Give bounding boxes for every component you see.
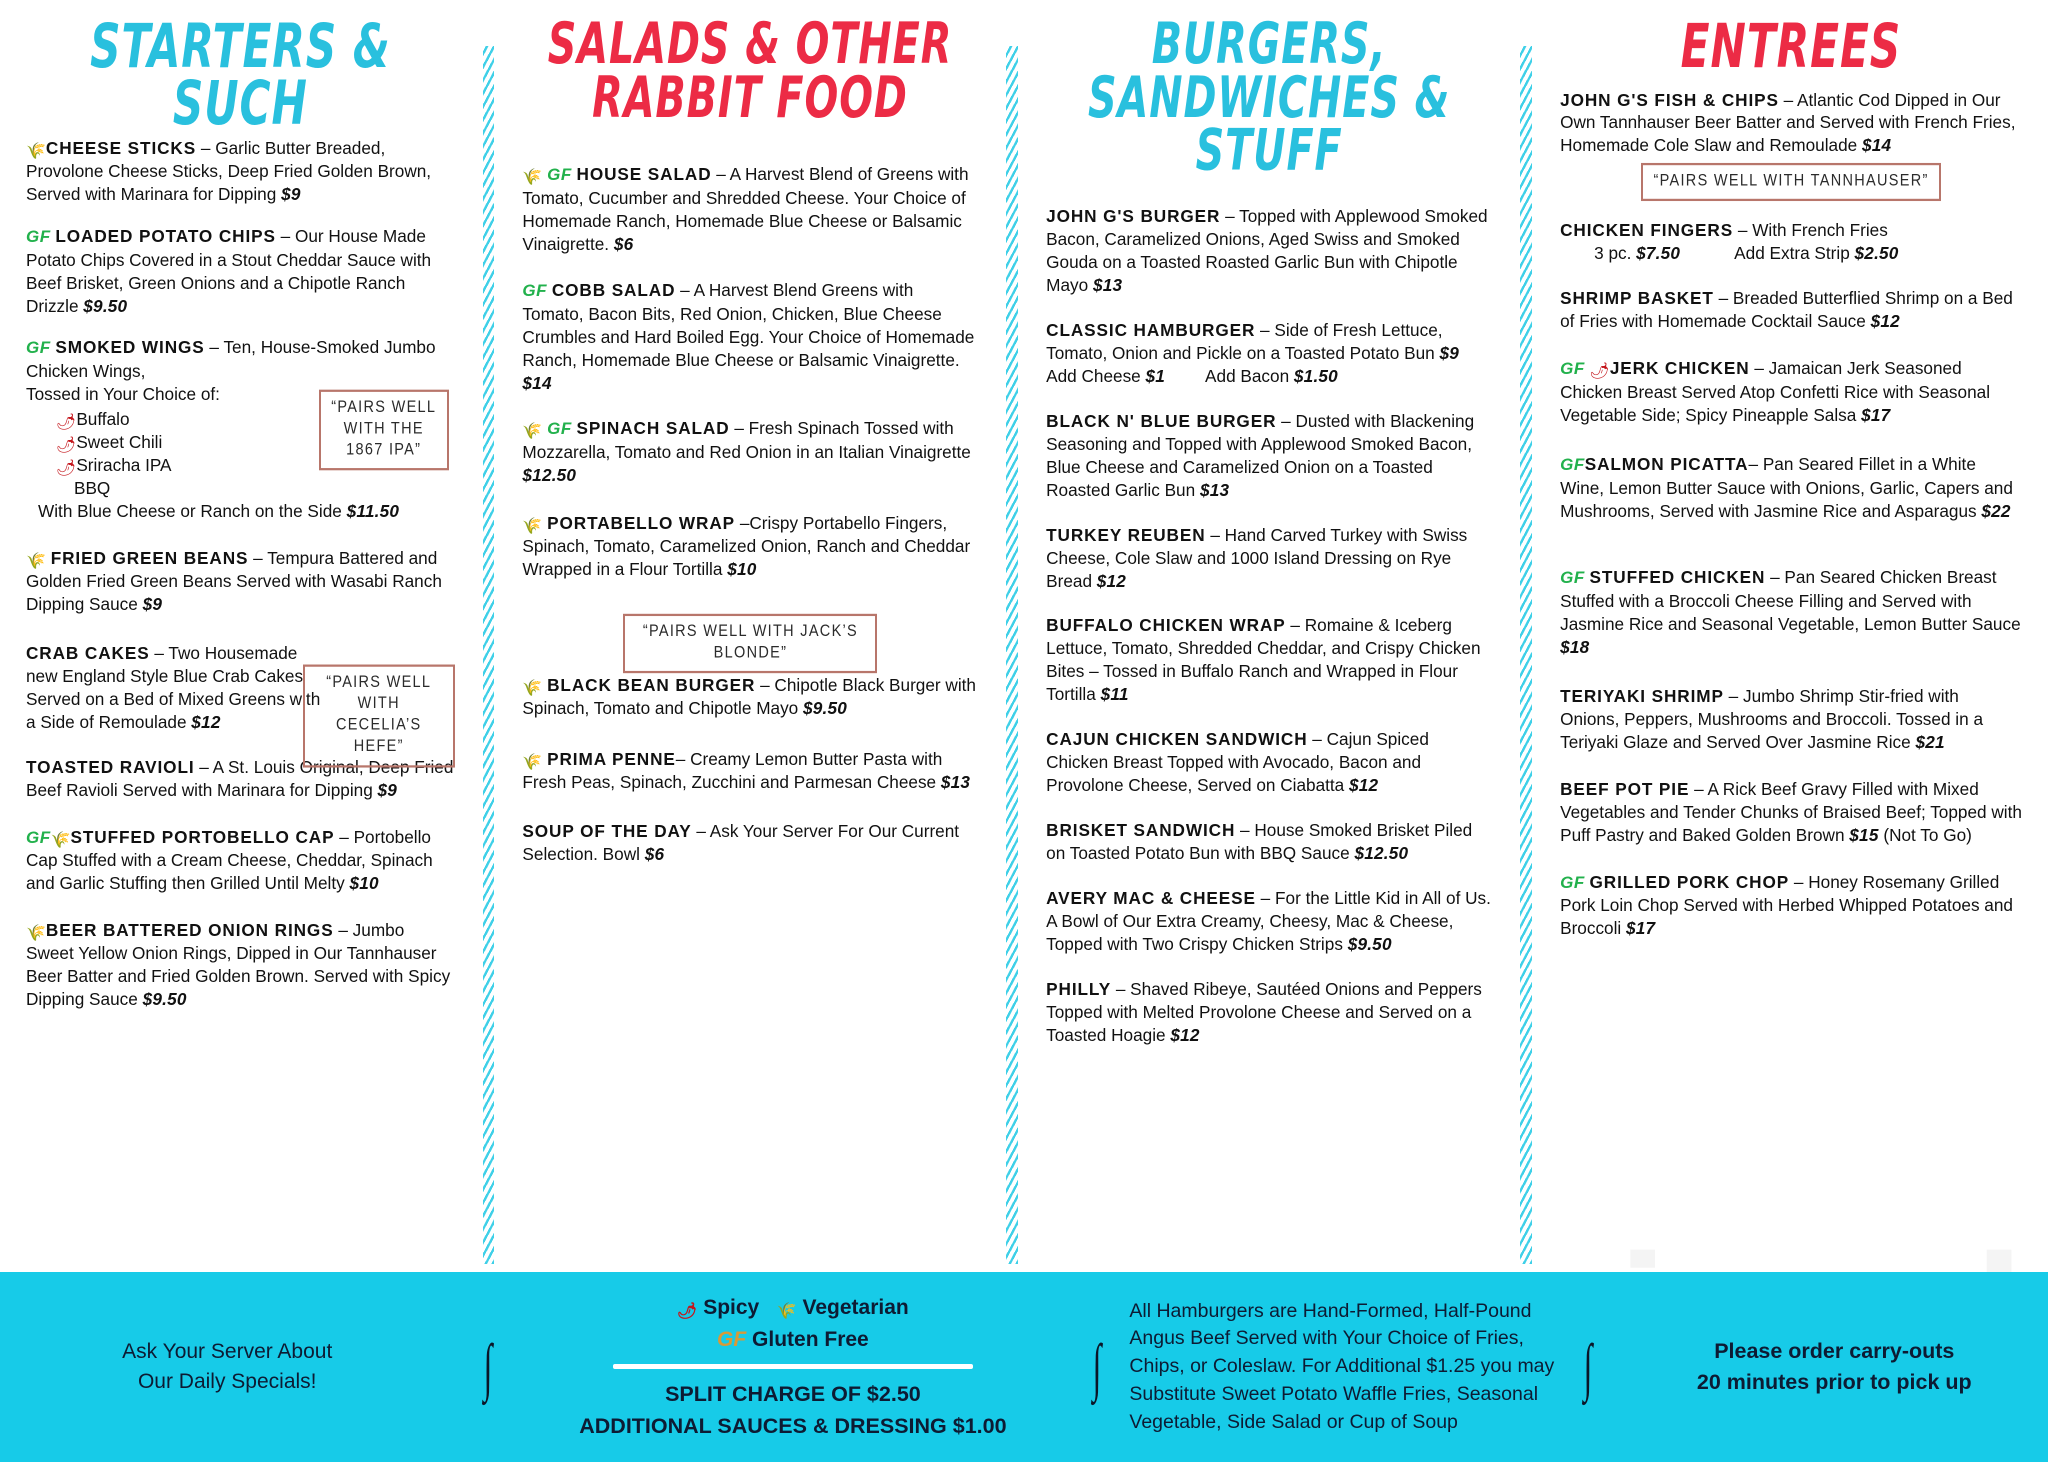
item-desc: – For the Little Kid in All of Us. A Bowl of Our Extra Creamy, Cheesy, Mac & Cheese, Topped with Two Crispy Chicken Strips — [1046, 888, 1491, 954]
column-salads — [496, 0, 1004, 1272]
item-price: $9 — [1439, 342, 1460, 363]
item-desc: – Our House Made Potato Chips Covered in a Stout Cheddar Sauce with Beef Brisket, Green Onions and a Chipotle Ranch Drizzle — [26, 225, 432, 316]
section-title-salads: SALADS & OTHER RABBIT FOOD — [548, 10, 953, 132]
item-price: $21 — [1915, 731, 1945, 752]
menu-item — [522, 674, 978, 720]
item-desc: – Atlantic Cod Dipped in Our Own Tannhauser Beer Batter and Served with French Fries, Homemade Cole Slaw and Remoulade — [1560, 89, 2016, 156]
legend-vegetarian-label: Vegetarian — [802, 1296, 909, 1320]
addon-price-cheese: $1 — [1145, 365, 1166, 386]
menu-item — [1046, 410, 1492, 502]
vegetarian-icon: 🌾 — [26, 552, 46, 570]
column-burgers — [1020, 0, 1518, 1272]
item-name: JOHN G'S BURGER — [1046, 206, 1221, 227]
menu-item — [1046, 887, 1492, 956]
item-price: $13 — [1199, 479, 1230, 500]
menu-item — [1560, 453, 2022, 523]
burger-note-text: All Hamburgers are Hand-Formed, Half-Pound Angus Beef Served with Your Choice of Fries, Chips, or Coleslaw. For Additional $1.25 you may Substitute Sweet Potato Waffle Fries, Seasonal Vegetable, Side Salad or Cup of Soup — [1129, 1299, 1555, 1433]
item-price: $12 — [1870, 311, 1900, 332]
menu-item — [522, 748, 978, 794]
item-name: PHILLY — [1046, 978, 1112, 999]
item-price: $12 — [191, 711, 221, 732]
footer-divider-3 — [1555, 1272, 1621, 1462]
item-desc: – A Harvest Blend Greens with Tomato, Bacon Bits, Red Onion, Chicken, Blue Cheese Crumbles and Hard Boiled Egg. Your Choice of Homemade Ranch, Homemade Blue Cheese or Balsamic Vinaigrette. — [522, 279, 975, 370]
gluten-free-icon: GF — [26, 226, 51, 246]
item-price: $12.50 — [522, 465, 577, 486]
gluten-free-icon: GF — [522, 280, 548, 300]
legend-gf-label: Gluten Free — [752, 1327, 869, 1351]
item-desc: – House Smoked Brisket Piled on Toasted Potato Bun with BBQ Sauce — [1046, 820, 1473, 864]
menu-item — [1046, 205, 1492, 297]
vegetarian-icon: 🌾 — [522, 518, 543, 536]
item-desc: – A Harvest Blend of Greens with Tomato, Cucumber and Shredded Cheese. Your Choice of Homemade Ranch, Homemade Blue Cheese or Balsamic Vinaigrette. — [522, 164, 969, 254]
menu-item — [1560, 287, 2022, 333]
item-price: $9.50 — [83, 295, 128, 316]
item-price: $6 — [613, 234, 634, 254]
pairs-well-wrapper — [522, 617, 978, 670]
menu-item — [1560, 357, 2022, 427]
item-name: BLACK N' BLUE BURGER — [1046, 410, 1277, 431]
item-price: $12.50 — [1354, 843, 1409, 864]
vegetarian-icon: 🌾 — [776, 1303, 797, 1321]
item-name: PRIMA PENNE — [547, 749, 676, 770]
item-name: AVERY MAC & CHEESE — [1046, 888, 1256, 909]
item-name: FRIED GREEN BEANS — [50, 547, 249, 568]
item-name: STUFFED PORTOBELLO CAP — [70, 826, 335, 847]
section-title-entrees: ENTREES — [1680, 10, 1902, 82]
pairs-well-box: “PAIRS WELL WITH THE 1867 IPA” — [319, 390, 449, 471]
legend-icons-row — [677, 1292, 909, 1324]
menu-item — [1560, 219, 2022, 265]
wings-tail — [38, 500, 455, 523]
footer-burger-note — [1129, 1272, 1554, 1462]
item-desc: – Honey Rosemany Grilled Pork Loin Chop Served with Herbed Whipped Potatoes and Broccoli — [1560, 871, 2013, 939]
item-desc: –Crispy Portabello Fingers, Spinach, Tomato, Caramelized Onion, Ranch and Cheddar Wrapped in a Flour Tortilla — [522, 513, 971, 579]
chicken-finger-prices — [1594, 242, 2022, 265]
item-desc: – Dusted with Blackening Seasoning and Topped with Applewood Smoked Bacon, Blue Cheese and Caramelized Onion on a Toasted Roasted Garlic Bun — [1046, 410, 1475, 500]
item-desc: – Two Housemade new England Style Blue Crab Cakes Served on a Bed of Mixed Greens with a Side of Remoulade — [26, 642, 321, 732]
legend-gf-row — [717, 1324, 869, 1356]
item-desc: – Topped with Applewood Smoked Bacon, Caramelized Onions, Aged Swiss and Smoked Gouda on a Toasted Roasted Garlic Bun with Chipotle Mayo — [1046, 206, 1488, 295]
menu-item — [1560, 685, 2022, 754]
item-price: $6 — [644, 844, 665, 865]
spicy-icon: 🌶 — [56, 414, 77, 432]
item-name: SPINACH SALAD — [576, 418, 730, 439]
portion-price: $7.50 — [1636, 243, 1681, 264]
item-price: $11.50 — [346, 500, 400, 521]
item-desc: – Creamy Lemon Butter Pasta with Fresh Peas, Spinach, Zucchini and Parmesan Cheese — [522, 749, 943, 793]
item-price: $13 — [940, 772, 971, 793]
menu-item — [1046, 614, 1492, 706]
gluten-free-icon: GF — [547, 165, 572, 185]
split-charge-text: SPLIT CHARGE OF $2.50 — [665, 1382, 921, 1407]
item-desc: – Jamaican Jerk Seasoned Chicken Breast Served Atop Confetti Rice with Seasonal Vegetable Side; Spicy Pineapple Salsa — [1560, 358, 1991, 425]
menu-item — [1560, 566, 2022, 659]
item-price: $9 — [142, 593, 163, 614]
item-desc: – Chipotle Black Burger with Spinach, Tomato and Chipotle Mayo — [522, 675, 976, 719]
menu-item — [1560, 871, 2022, 941]
item-name: CLASSIC HAMBURGER — [1046, 319, 1256, 340]
menu-item — [26, 826, 455, 896]
gluten-free-icon: GF — [1560, 568, 1585, 588]
item-desc: – Cajun Spiced Chicken Breast Topped with Avocado, Bacon and Provolone Cheese, Served on Ciabatta — [1046, 729, 1429, 796]
item-name: TURKEY REUBEN — [1046, 524, 1206, 545]
addon-label: Add Extra Strip — [1734, 243, 1855, 264]
vegetarian-icon: 🌾 — [522, 169, 543, 187]
menu-item — [1046, 978, 1492, 1047]
item-addons: Add Cheese $1 Add Bacon $1.50 — [1046, 365, 1338, 386]
vegetarian-icon: 🌾 — [50, 831, 71, 849]
item-price: $18 — [1560, 637, 1590, 658]
flame-icon: ∫ — [1092, 1330, 1101, 1402]
item-desc: – Fresh Spinach Tossed with Mozzarella, Tomato and Red Onion in an Italian Vinaigrette — [522, 418, 971, 463]
pairs-well-box: “PAIRS WELL WITH CECELIA’S HEFE” — [303, 664, 455, 766]
item-price: $9 — [281, 183, 301, 204]
item-name: BLACK BEAN BURGER — [547, 675, 756, 696]
item-price: $12 — [1170, 1024, 1200, 1045]
choice-label: BBQ — [74, 478, 111, 499]
item-desc: – Breaded Butterflied Shrimp on a Bed of Fries with Homemade Cocktail Sauce — [1560, 288, 2013, 332]
item-desc: – Shaved Ribeye, Sautéed Onions and Peppers Topped with Melted Provolone Cheese and Served on a Toasted Hoagie — [1046, 978, 1482, 1045]
spicy-icon: 🌶 — [56, 460, 77, 478]
item-price: $12 — [1096, 570, 1127, 591]
footer-specials — [0, 1272, 454, 1462]
portion-label: 3 pc. — [1594, 243, 1637, 264]
gluten-free-icon: GF — [1560, 454, 1585, 474]
item-desc: – Ten, House-Smoked Jumbo Chicken Wings, — [26, 337, 436, 382]
menu-item — [522, 279, 978, 395]
pairs-well-box: “PAIRS WELL WITH TANNHAUSER” — [1641, 163, 1941, 201]
item-price: $22 — [1981, 500, 2011, 521]
gluten-free-icon: GF — [26, 338, 51, 358]
gluten-free-icon: GF — [547, 419, 572, 439]
vegetarian-icon: 🌾 — [522, 680, 543, 698]
item-name: SOUP OF THE DAY — [522, 821, 692, 842]
choice-label: Sriracha IPA — [76, 455, 172, 476]
item-desc: – Side of Fresh Lettuce, Tomato, Onion and Pickle on a Toasted Potato Bun — [1046, 319, 1443, 363]
item-name: BUFFALO CHICKEN WRAP — [1046, 615, 1286, 636]
gluten-free-icon: GF — [1560, 872, 1585, 892]
item-name: SMOKED WINGS — [55, 337, 205, 358]
section-title-burgers: BURGERS, SANDWICHES & STUFF — [1088, 10, 1451, 185]
addon-price: $2.50 — [1854, 243, 1899, 264]
item-name: CRAB CAKES — [26, 642, 150, 663]
legend-spicy-label: Spicy — [703, 1296, 760, 1320]
item-note: (Not To Go) — [1878, 824, 1972, 845]
menu-footer — [0, 1272, 2048, 1462]
menu-item — [522, 417, 978, 487]
carryout-line-2: 20 minutes prior to pick up — [1696, 1370, 1972, 1394]
legend-divider-rule — [613, 1364, 973, 1369]
menu-item — [1560, 778, 2022, 847]
item-price: $11 — [1100, 684, 1129, 705]
spicy-icon: 🌶 — [1589, 363, 1610, 381]
item-name: LOADED POTATO CHIPS — [55, 225, 276, 246]
column-divider — [1518, 46, 1534, 1264]
item-desc-2: Tossed in Your Choice of: — [26, 384, 220, 405]
item-desc-tail: With Blue Cheese or Ranch on the Side — [38, 500, 347, 521]
gluten-free-icon: GF — [717, 1327, 747, 1351]
column-starters — [0, 0, 481, 1272]
item-price: $12 — [1349, 775, 1379, 796]
item-desc: – A St. Louis Original, Deep Fried Beef Ravioli Served with Marinara for Dipping — [26, 756, 454, 800]
menu-item — [1046, 819, 1492, 865]
menu-item — [1046, 319, 1492, 388]
vegetarian-icon: 🌾 — [522, 754, 543, 772]
item-name: JERK CHICKEN — [1609, 358, 1750, 379]
choice-label: Buffalo — [76, 409, 130, 430]
item-name: COBB SALAD — [551, 279, 676, 300]
item-price: $10 — [349, 873, 379, 894]
gluten-free-icon: GF — [26, 827, 51, 847]
item-desc: – Ask Your Server For Our Current Selection. Bowl — [522, 821, 960, 865]
menu-item — [1046, 524, 1492, 593]
vegetarian-icon: 🌾 — [26, 925, 46, 943]
pairs-well-box: “PAIRS WELL WITH JACK’S BLONDE” — [623, 614, 877, 674]
list-item — [56, 477, 455, 500]
footer-divider-1 — [454, 1272, 522, 1462]
item-desc: – Tempura Battered and Golden Fried Green Beans Served with Wasabi Ranch Dipping Sauce — [26, 547, 442, 614]
footer-legend — [522, 1272, 1063, 1462]
menu-item — [26, 137, 455, 206]
item-price: $9.50 — [1347, 933, 1392, 954]
gluten-free-icon: GF — [1560, 359, 1585, 379]
item-price: $9.50 — [142, 989, 187, 1009]
item-name: SALMON PICATTA — [1584, 453, 1749, 474]
choice-label: Sweet Chili — [76, 432, 163, 453]
specials-line-1: Ask Your Server About — [122, 1339, 333, 1363]
item-name: BEER BATTERED ONION RINGS — [45, 920, 334, 941]
item-name: SHRIMP BASKET — [1560, 288, 1714, 309]
specials-line-2: Our Daily Specials! — [137, 1370, 317, 1393]
menu-item — [1046, 728, 1492, 797]
section-title-starters: STARTERS & SUCH — [90, 10, 391, 139]
item-desc: – Jumbo Shrimp Stir-fried with Onions, Peppers, Mushrooms and Broccoli. Tossed in a Teriyaki Glaze and Served Over Jasmine Rice — [1560, 686, 1984, 752]
item-name: BEEF POT PIE — [1560, 778, 1690, 799]
spicy-icon: 🌶 — [677, 1303, 698, 1321]
menu-item — [522, 512, 978, 581]
menu-item — [522, 820, 978, 866]
menu-item — [1560, 89, 2022, 158]
spicy-icon: 🌶 — [56, 437, 77, 455]
item-price: $13 — [1092, 274, 1123, 295]
item-name: CAJUN CHICKEN SANDWICH — [1046, 729, 1308, 750]
menu-item — [26, 547, 455, 616]
menu-item — [26, 225, 455, 318]
item-desc: – Romaine & Iceberg Lettuce, Tomato, Shredded Cheddar, and Crispy Chicken Bites – Tossed in Buffalo Ranch and Wrapped in Flour Tortilla — [1046, 615, 1481, 705]
vegetarian-icon: 🌾 — [26, 143, 46, 160]
item-price: $10 — [727, 559, 757, 579]
item-price: $17 — [1861, 404, 1891, 425]
item-name: STUFFED CHICKEN — [1589, 567, 1766, 588]
item-name: PORTABELLO WRAP — [547, 513, 736, 534]
item-name: CHICKEN FINGERS — [1560, 220, 1734, 241]
item-name: JOHN G'S FISH & CHIPS — [1560, 89, 1779, 110]
item-price: $14 — [1862, 135, 1892, 156]
flame-icon: ∫ — [1583, 1330, 1593, 1402]
footer-divider-2 — [1064, 1272, 1130, 1462]
item-name: GRILLED PORK CHOP — [1589, 871, 1790, 892]
column-divider — [1004, 46, 1020, 1264]
additional-sauces-text: ADDITIONAL SAUCES & DRESSING $1.00 — [579, 1413, 1007, 1438]
item-desc: – A Rick Beef Gravy Filled with Mixed Vegetables and Tender Chunks of Braised Beef; Topped with Puff Pastry and Baked Golden Brown — [1560, 778, 2022, 845]
column-divider — [481, 46, 497, 1264]
item-name: BRISKET SANDWICH — [1046, 820, 1236, 841]
menu-item-crab-cakes — [26, 642, 455, 756]
item-name: TOASTED RAVIOLI — [26, 756, 195, 777]
menu-item-smoked-wings — [26, 336, 455, 522]
vegetarian-icon: 🌾 — [522, 423, 543, 441]
item-name: TERIYAKI SHRIMP — [1560, 686, 1724, 707]
flame-icon: ∫ — [483, 1330, 493, 1402]
item-desc: – Pan Seared Fillet in a White Wine, Lemon Butter Sauce with Onions, Garlic, Capers and Mushrooms, Served with Jasmine Rice and Asparagus — [1560, 453, 2013, 521]
column-entrees — [1534, 0, 2048, 1272]
item-desc: – Garlic Butter Breaded, Provolone Cheese Sticks, Deep Fried Golden Brown, Served with Marinara for Dipping — [26, 138, 432, 204]
item-price: $17 — [1626, 918, 1656, 939]
item-desc: – Portobello Cap Stuffed with a Cream Cheese, Cheddar, Spinach and Garlic Stuffing then Grilled Until Melty — [26, 826, 433, 894]
item-desc: – Jumbo Sweet Yellow Onion Rings, Dipped in Our Tannhauser Beer Batter and Fried Golden Brown. Served with Spicy Dipping Sauce — [26, 920, 451, 1009]
item-price: $9.50 — [803, 698, 848, 719]
carryout-line-1: Please order carry-outs — [1714, 1338, 1955, 1363]
item-name: CHEESE STICKS — [45, 138, 197, 158]
item-price: $9 — [377, 779, 398, 800]
item-price: $15 — [1849, 824, 1879, 845]
item-name: HOUSE SALAD — [576, 164, 712, 185]
addon-price-bacon: $1.50 — [1293, 365, 1338, 386]
item-desc: – With French Fries — [1733, 220, 1888, 241]
menu-item — [522, 163, 978, 256]
menu-item — [26, 919, 455, 1011]
footer-carryout — [1621, 1272, 2048, 1462]
item-desc: – Pan Seared Chicken Breast Stuffed with a Broccoli Cheese Filling and Served with Jasmine Rice and Seasonal Vegetable, Lemon Butter Sauce — [1560, 567, 2021, 635]
item-desc: – Hand Carved Turkey with Swiss Cheese, Cole Slaw and 1000 Island Dressing on Rye Bread — [1046, 524, 1468, 591]
item-price: $14 — [522, 372, 552, 393]
